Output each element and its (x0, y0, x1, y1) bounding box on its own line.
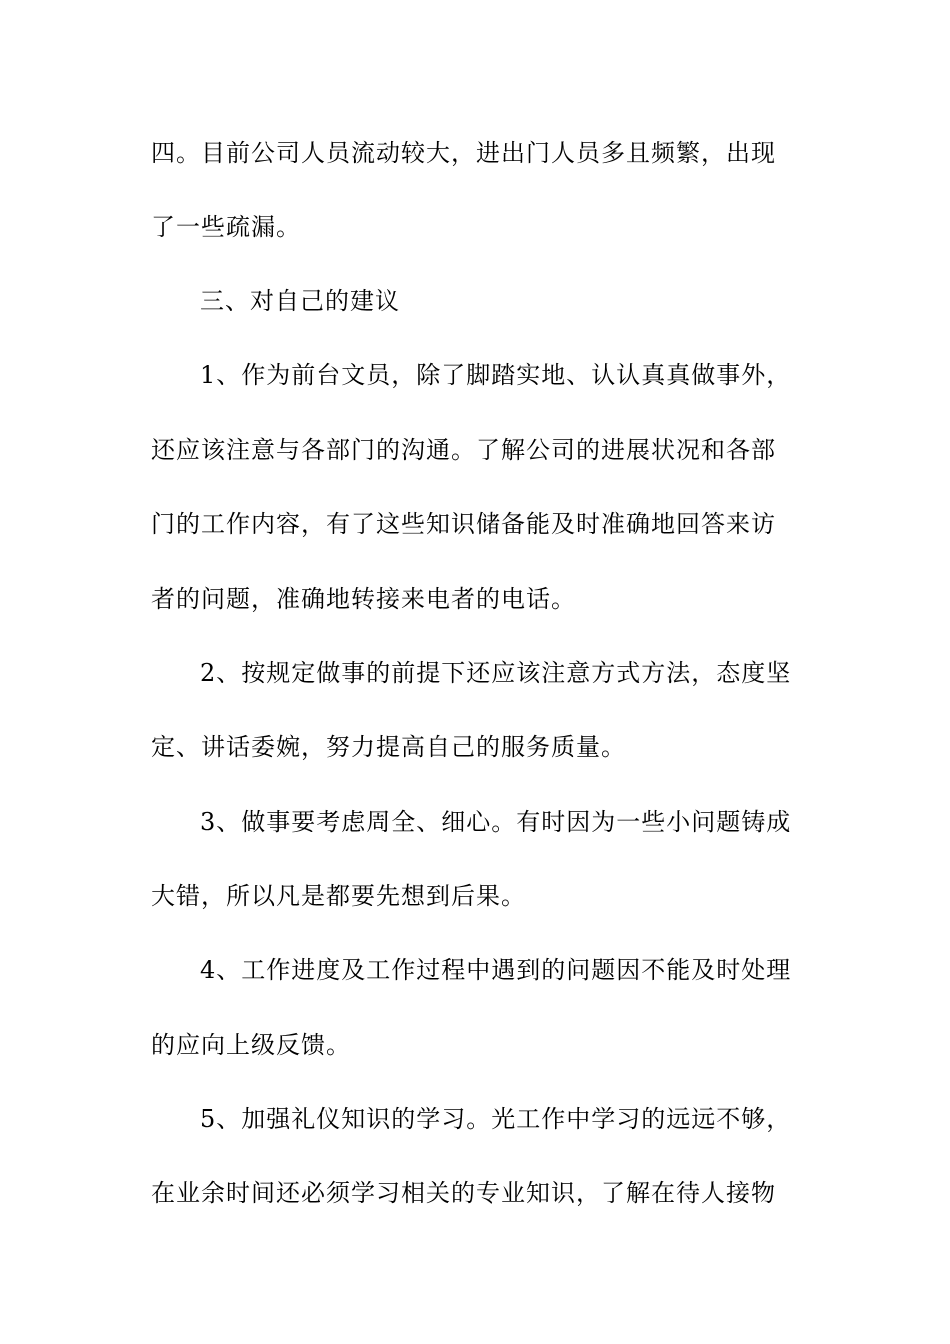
text-line-12: 4、工作进度及工作过程中遇到的问题因不能及时处理 (200, 956, 792, 984)
text-line-13: 的应向上级反馈。 (151, 1031, 351, 1059)
text-line-11: 大错，所以凡是都要先想到后果。 (151, 882, 526, 910)
text-line-2: 了一些疏漏。 (151, 213, 301, 241)
text-line-6: 门的工作内容，有了这些知识储备能及时准确地回答来访 (151, 510, 776, 538)
text-line-8: 2、按规定做事的前提下还应该注意方式方法，态度坚 (200, 659, 792, 687)
section-heading: 三、对自己的建议 (200, 287, 400, 315)
text-line-10: 3、做事要考虑周全、细心。有时因为一些小问题铸成 (200, 808, 792, 836)
text-line-14: 5、加强礼仪知识的学习。光工作中学习的远远不够， (200, 1105, 792, 1133)
text-line-15: 在业余时间还必须学习相关的专业知识，了解在待人接物 (151, 1179, 776, 1207)
text-line-1: 四。目前公司人员流动较大，进出门人员多且频繁，出现 (151, 139, 776, 167)
text-line-4: 1、作为前台文员，除了脚踏实地、认认真真做事外， (200, 361, 792, 389)
text-line-9: 定、讲话委婉，努力提高自己的服务质量。 (151, 733, 626, 761)
text-line-5: 还应该注意与各部门的沟通。了解公司的进展状况和各部 (151, 436, 776, 464)
text-line-7: 者的问题，准确地转接来电者的电话。 (151, 585, 576, 613)
